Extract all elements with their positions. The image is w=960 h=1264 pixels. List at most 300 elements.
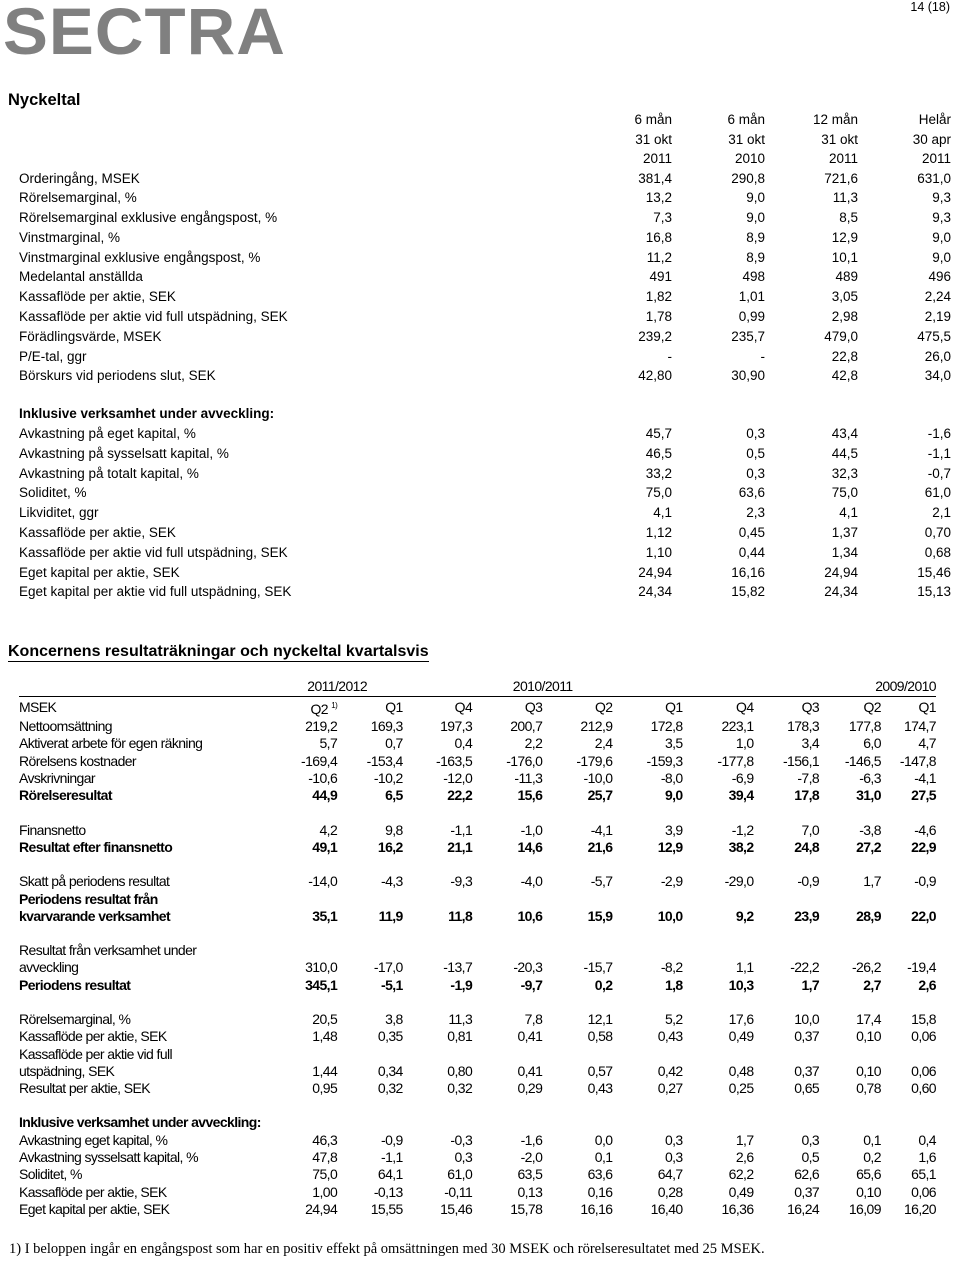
cell-value: -1,1 bbox=[381, 1149, 403, 1166]
quarter-label: Q2 bbox=[594, 699, 613, 715]
cell-value: 0,25 bbox=[728, 1080, 754, 1097]
row-label: Soliditet, % bbox=[19, 1166, 82, 1183]
cell-value: 10,3 bbox=[728, 976, 754, 993]
cell-value: 0,32 bbox=[447, 1080, 473, 1097]
spacer-cell bbox=[19, 856, 936, 873]
cell-value: -4,1 bbox=[590, 821, 613, 838]
cell-value: 1,7 bbox=[863, 873, 881, 890]
cell-value: 7,3 bbox=[653, 210, 672, 226]
cell-value: 11,9 bbox=[378, 907, 403, 924]
cell-value: 0,2 bbox=[594, 976, 613, 993]
row-label: Periodens resultat från bbox=[19, 890, 158, 907]
spacer-row bbox=[19, 386, 951, 404]
cell-value: 6,5 bbox=[385, 787, 403, 804]
cell-value: 21,6 bbox=[587, 838, 613, 855]
spacer-row bbox=[19, 804, 936, 821]
cell-value: 2,6 bbox=[735, 1149, 754, 1166]
cell-value: -29,0 bbox=[724, 873, 754, 890]
table-row bbox=[19, 735, 936, 752]
cell-value: 0,68 bbox=[924, 544, 951, 560]
cell-value: -20,3 bbox=[513, 959, 543, 976]
header-empty-cell bbox=[19, 110, 579, 130]
table-row bbox=[19, 267, 951, 287]
cell-value: 2,2 bbox=[524, 735, 543, 752]
table-row bbox=[19, 327, 951, 347]
cell-value: 16,40 bbox=[650, 1200, 683, 1217]
cell-value: 34,0 bbox=[924, 368, 951, 384]
page-number: 14 (18) bbox=[910, 0, 950, 14]
cell-value: 7,8 bbox=[524, 1011, 543, 1027]
cell-value bbox=[881, 1045, 936, 1062]
column-header-row bbox=[19, 130, 951, 150]
spacer-row bbox=[19, 994, 936, 1011]
cell-value: -0,3 bbox=[450, 1131, 473, 1148]
cell-value: 1,01 bbox=[738, 289, 765, 305]
quarter-label: Q2 bbox=[310, 701, 328, 717]
spacer-row bbox=[19, 856, 936, 873]
quarterly-table bbox=[19, 676, 936, 1218]
table-row bbox=[19, 1166, 936, 1183]
cell-value: 0,10 bbox=[856, 1183, 881, 1200]
cell-value: 63,6 bbox=[587, 1166, 613, 1183]
cell-value bbox=[683, 942, 754, 959]
cell-value: 0,06 bbox=[911, 1062, 936, 1079]
year-header: 2009/2010 bbox=[875, 677, 936, 694]
cell-value bbox=[472, 1114, 542, 1131]
row-label: Kassaflöde per aktie, SEK bbox=[19, 289, 176, 305]
row-label: Nettoomsättning bbox=[19, 718, 112, 735]
cell-value: 197,3 bbox=[440, 718, 473, 735]
spacer-row bbox=[19, 925, 936, 942]
cell-value: -1,0 bbox=[520, 821, 543, 838]
cell-value bbox=[403, 942, 472, 959]
cell-value: 0,65 bbox=[794, 1080, 820, 1097]
cell-value: 1,6 bbox=[918, 1149, 936, 1166]
column-header: 2011 bbox=[828, 151, 858, 166]
cell-value: 61,0 bbox=[447, 1166, 473, 1183]
spacer-cell bbox=[19, 1097, 936, 1114]
quarter-label: Q1 bbox=[665, 699, 683, 715]
cell-value: 26,0 bbox=[924, 348, 951, 364]
cell-value: 9,0 bbox=[932, 229, 951, 245]
cell-value: 1,78 bbox=[645, 309, 672, 325]
cell-value: 16,24 bbox=[787, 1200, 820, 1217]
row-label: Rörelsemarginal exklusive engångspost, % bbox=[19, 210, 278, 226]
cell-value: 35,1 bbox=[312, 907, 338, 924]
cell-value: 9,0 bbox=[664, 787, 683, 804]
cell-value bbox=[612, 1114, 682, 1131]
cell-value: 0,5 bbox=[746, 445, 765, 461]
cell-value: 1,37 bbox=[831, 525, 858, 541]
cell-value: 0,41 bbox=[517, 1062, 543, 1079]
cell-value: -6,9 bbox=[731, 770, 754, 787]
column-header: Helår bbox=[918, 112, 951, 127]
column-header: 2011 bbox=[921, 151, 951, 166]
table-row bbox=[19, 787, 936, 804]
cell-value bbox=[403, 1114, 472, 1131]
quarter-label: Q1 bbox=[385, 699, 403, 715]
cell-value: 11,3 bbox=[448, 1011, 473, 1027]
cell-value: -1,1 bbox=[927, 445, 951, 461]
cell-value bbox=[337, 890, 403, 907]
cell-value: -4,1 bbox=[914, 770, 936, 787]
table-row bbox=[19, 890, 936, 907]
quarter-label: Q3 bbox=[524, 699, 543, 715]
row-label: Rörelseresultat bbox=[19, 787, 112, 804]
quarter-header bbox=[272, 697, 338, 719]
cell-value: 0,49 bbox=[728, 1028, 754, 1045]
cell-value: -11,3 bbox=[514, 770, 543, 787]
cell-value: 25,7 bbox=[587, 787, 613, 804]
cell-value: 0,3 bbox=[454, 1149, 473, 1166]
table-row bbox=[19, 959, 936, 976]
cell-value: 10,1 bbox=[831, 249, 858, 265]
cell-value: 47,8 bbox=[312, 1149, 338, 1166]
cell-value: 631,0 bbox=[917, 170, 951, 186]
cell-value: 0,35 bbox=[377, 1028, 403, 1045]
cell-value: 1,00 bbox=[312, 1183, 338, 1200]
msek-label: MSEK bbox=[19, 697, 272, 719]
cell-value: 16,16 bbox=[580, 1200, 613, 1217]
row-label: utspädning, SEK bbox=[19, 1062, 115, 1079]
table-row bbox=[19, 1080, 936, 1097]
row-label: Rörelsemarginal, % bbox=[19, 1011, 131, 1027]
row-label: Vinstmarginal, % bbox=[19, 229, 121, 245]
cell-value: 169,3 bbox=[370, 718, 403, 735]
cell-value: 177,8 bbox=[848, 718, 881, 735]
cell-value: 0,28 bbox=[657, 1183, 683, 1200]
cell-value: 0,13 bbox=[517, 1183, 543, 1200]
cell-value: -3,8 bbox=[859, 821, 881, 838]
cell-value: -9,7 bbox=[520, 976, 543, 993]
row-label: Inklusive verksamhet under avveckling: bbox=[19, 1114, 261, 1131]
row-label: avveckling bbox=[19, 959, 79, 976]
cell-value bbox=[542, 1045, 612, 1062]
cell-value: 49,1 bbox=[312, 838, 338, 855]
cell-value: 0,4 bbox=[918, 1131, 936, 1148]
cell-value: 0,58 bbox=[587, 1028, 613, 1045]
year-header: 2011/2012 bbox=[307, 677, 368, 694]
quarter-header bbox=[403, 697, 472, 719]
cell-value bbox=[754, 1045, 820, 1062]
cell-value: 16,16 bbox=[731, 564, 765, 580]
cell-value: 0,80 bbox=[447, 1062, 473, 1079]
cell-value: 2,3 bbox=[746, 505, 765, 521]
cell-value: -6,3 bbox=[859, 770, 881, 787]
row-label: Skatt på periodens resultat bbox=[19, 873, 170, 890]
row-label: Soliditet, % bbox=[19, 485, 87, 501]
table-row bbox=[19, 563, 951, 583]
cell-value: 0,34 bbox=[377, 1062, 403, 1079]
row-label: Eget kapital per aktie, SEK bbox=[19, 564, 180, 580]
row-label: Kassaflöde per aktie, SEK bbox=[19, 1183, 167, 1200]
cell-value: 0,5 bbox=[801, 1149, 820, 1166]
table-row bbox=[19, 169, 951, 189]
cell-value: -8,2 bbox=[660, 959, 683, 976]
row-label: Eget kapital per aktie vid full utspädning, SEK bbox=[19, 584, 292, 600]
cell-value: 239,2 bbox=[638, 328, 672, 344]
cell-value: 11,2 bbox=[646, 249, 672, 265]
cell-value: 24,34 bbox=[824, 584, 858, 600]
table-row bbox=[19, 1045, 936, 1062]
cell-value: 1,48 bbox=[312, 1028, 338, 1045]
row-label: Eget kapital per aktie, SEK bbox=[19, 1200, 170, 1217]
cell-value: -0,9 bbox=[797, 873, 820, 890]
cell-value: -14,0 bbox=[308, 873, 338, 890]
cell-value: 62,6 bbox=[794, 1166, 820, 1183]
cell-value: 0,49 bbox=[728, 1183, 754, 1200]
cell-value: 14,6 bbox=[517, 838, 543, 855]
table-row bbox=[19, 208, 951, 228]
cell-value: 2,1 bbox=[932, 505, 951, 521]
subsection-title: Inklusive verksamhet under avveckling: bbox=[19, 406, 275, 422]
cell-value: 0,06 bbox=[911, 1028, 936, 1045]
table-row bbox=[19, 444, 951, 464]
year-header-row bbox=[19, 676, 936, 697]
cell-value: 5,7 bbox=[319, 735, 338, 752]
table-row bbox=[19, 503, 951, 523]
column-header: 31 okt bbox=[635, 131, 672, 147]
cell-value: -12,0 bbox=[443, 770, 473, 787]
quarter-header bbox=[683, 697, 754, 719]
sectra-logo: SECTRA bbox=[3, 0, 286, 68]
table-row bbox=[19, 248, 951, 268]
cell-value: -7,8 bbox=[797, 770, 820, 787]
spacer-cell bbox=[19, 804, 936, 821]
cell-value: 4,1 bbox=[839, 505, 858, 521]
cell-value: 27,2 bbox=[856, 838, 881, 855]
row-label: Kassaflöde per aktie vid full bbox=[19, 1045, 173, 1062]
table-row bbox=[19, 1114, 936, 1131]
cell-value: -10,6 bbox=[308, 770, 338, 787]
quarter-header bbox=[881, 697, 936, 719]
cell-value: -10,0 bbox=[583, 770, 613, 787]
cell-value: -163,5 bbox=[436, 752, 473, 769]
cell-value: 0,70 bbox=[924, 525, 951, 541]
cell-value: 15,9 bbox=[587, 907, 613, 924]
table-row bbox=[19, 188, 951, 208]
cell-value: 0,1 bbox=[863, 1131, 881, 1148]
table-row bbox=[19, 1063, 936, 1080]
cell-value: 15,8 bbox=[911, 1011, 936, 1027]
cell-value: 721,6 bbox=[824, 170, 858, 186]
row-label: Kassaflöde per aktie, SEK bbox=[19, 525, 176, 541]
table-row bbox=[19, 821, 936, 838]
cell-value: -2,0 bbox=[520, 1149, 543, 1166]
cell-value: 212,9 bbox=[580, 718, 613, 735]
column-header: 30 apr bbox=[912, 131, 951, 147]
cell-value bbox=[612, 1045, 682, 1062]
cell-value: 475,5 bbox=[917, 328, 951, 344]
cell-value: 0,37 bbox=[794, 1062, 820, 1079]
cell-value: 0,2 bbox=[863, 1149, 881, 1166]
quarter-header bbox=[612, 697, 682, 719]
cell-value: 9,0 bbox=[932, 249, 951, 265]
cell-value: 0,3 bbox=[664, 1149, 683, 1166]
cell-value bbox=[337, 1045, 403, 1062]
cell-value: 1,7 bbox=[735, 1131, 754, 1148]
cell-value: 0,3 bbox=[801, 1131, 820, 1148]
table-row bbox=[19, 228, 951, 248]
cell-value: 1,44 bbox=[312, 1062, 338, 1079]
cell-value: 219,2 bbox=[305, 718, 338, 735]
cell-value: 64,1 bbox=[377, 1166, 403, 1183]
quarter-header bbox=[819, 697, 881, 719]
cell-value bbox=[403, 1045, 472, 1062]
quarter-header bbox=[542, 697, 612, 719]
cell-value bbox=[683, 1045, 754, 1062]
cell-value bbox=[881, 890, 936, 907]
cell-value: 15,6 bbox=[517, 787, 543, 804]
cell-value: -2,9 bbox=[660, 873, 683, 890]
row-label: Avkastning på sysselsatt kapital, % bbox=[19, 445, 229, 461]
cell-value bbox=[881, 942, 936, 959]
cell-value: -169,4 bbox=[301, 752, 338, 769]
column-header: 6 mån bbox=[634, 112, 672, 127]
cell-value bbox=[272, 1114, 338, 1131]
quarter-label: Q4 bbox=[454, 699, 473, 715]
table-row bbox=[19, 770, 936, 787]
row-label: Rörelsens kostnader bbox=[19, 752, 136, 769]
cell-value: 20,5 bbox=[312, 1011, 338, 1027]
cell-value: -146,5 bbox=[844, 752, 881, 769]
cell-value: 9,3 bbox=[932, 210, 951, 226]
cell-value: 9,0 bbox=[746, 190, 765, 206]
table-row bbox=[19, 424, 951, 444]
cell-value: 46,5 bbox=[645, 445, 672, 461]
cell-value: -8,0 bbox=[660, 770, 683, 787]
cell-value: 0,1 bbox=[594, 1149, 613, 1166]
cell-value: 27,5 bbox=[911, 787, 936, 804]
cell-value: -0,7 bbox=[927, 465, 951, 481]
cell-value: 0,37 bbox=[794, 1183, 820, 1200]
cell-value: 7,0 bbox=[801, 821, 820, 838]
cell-value: -4,3 bbox=[381, 873, 403, 890]
cell-value: 489 bbox=[835, 269, 858, 285]
row-label: Medelantal anställda bbox=[19, 269, 143, 285]
cell-value: - bbox=[667, 348, 672, 364]
cell-value bbox=[612, 942, 682, 959]
cell-value bbox=[472, 1045, 542, 1062]
cell-value: 62,2 bbox=[728, 1166, 754, 1183]
cell-value: -5,1 bbox=[381, 976, 403, 993]
table-row bbox=[19, 942, 936, 959]
cell-value bbox=[819, 942, 881, 959]
cell-value: 223,1 bbox=[721, 718, 754, 735]
cell-value: 8,9 bbox=[746, 249, 765, 265]
cell-value: 0,81 bbox=[447, 1028, 473, 1045]
cell-value: 0,41 bbox=[517, 1028, 543, 1045]
year-header: 2010/2011 bbox=[512, 677, 573, 694]
subsection-row bbox=[19, 404, 951, 424]
table-row bbox=[19, 366, 951, 386]
cell-value: 42,80 bbox=[638, 368, 672, 384]
header-empty-cell bbox=[19, 149, 579, 169]
row-label: Avkastning på eget kapital, % bbox=[19, 426, 196, 442]
column-header: 6 mån bbox=[727, 112, 765, 127]
cell-value: 1,1 bbox=[735, 959, 754, 976]
table-row bbox=[19, 347, 951, 367]
cell-value: 4,1 bbox=[653, 505, 672, 521]
cell-value: 0,99 bbox=[738, 309, 765, 325]
cell-value: -153,4 bbox=[366, 752, 403, 769]
column-header: 31 okt bbox=[821, 131, 858, 147]
cell-value: -176,0 bbox=[506, 752, 543, 769]
cell-value: 13,2 bbox=[645, 190, 672, 206]
cell-value: 33,2 bbox=[645, 465, 672, 481]
cell-value: 0,16 bbox=[587, 1183, 613, 1200]
cell-value bbox=[272, 1045, 338, 1062]
row-label: Resultat per aktie, SEK bbox=[19, 1080, 150, 1097]
cell-value: 290,8 bbox=[731, 170, 765, 186]
cell-value: -9,3 bbox=[450, 873, 473, 890]
cell-value: 172,8 bbox=[650, 718, 683, 735]
cell-value: 28,9 bbox=[856, 907, 881, 924]
cell-value: 1,8 bbox=[664, 976, 683, 993]
table-row bbox=[19, 873, 936, 890]
cell-value: 45,7 bbox=[645, 426, 672, 442]
cell-value bbox=[819, 1045, 881, 1062]
cell-value: 1,34 bbox=[831, 544, 858, 560]
cell-value: 310,0 bbox=[305, 959, 338, 976]
cell-value: 0,32 bbox=[377, 1080, 403, 1097]
cell-value bbox=[683, 1114, 754, 1131]
cell-value: 0,95 bbox=[312, 1080, 338, 1097]
cell-value: -0,13 bbox=[373, 1183, 403, 1200]
cell-value bbox=[272, 942, 338, 959]
cell-value: 0,0 bbox=[594, 1131, 613, 1148]
row-label: Orderingång, MSEK bbox=[19, 170, 140, 186]
table-row bbox=[19, 977, 936, 994]
cell-value: -0,9 bbox=[914, 873, 936, 890]
row-label: Kassaflöde per aktie vid full utspädning, SEK bbox=[19, 544, 288, 560]
table-row bbox=[19, 464, 951, 484]
cell-value: 16,09 bbox=[848, 1200, 881, 1217]
table-row bbox=[19, 1201, 936, 1218]
cell-value: -159,3 bbox=[646, 752, 683, 769]
cell-value: 38,2 bbox=[728, 838, 754, 855]
table-row bbox=[19, 1028, 936, 1045]
cell-value: 0,45 bbox=[738, 525, 765, 541]
cell-value: 16,36 bbox=[721, 1200, 754, 1217]
cell-value: 479,0 bbox=[824, 328, 858, 344]
cell-value: 178,3 bbox=[787, 718, 820, 735]
column-header-row bbox=[19, 110, 951, 130]
table-row bbox=[19, 839, 936, 856]
cell-value: 4,2 bbox=[319, 821, 338, 838]
table-row bbox=[19, 1132, 936, 1149]
cell-value: -13,7 bbox=[443, 959, 473, 976]
cell-value: 1,82 bbox=[645, 289, 672, 305]
quarter-header bbox=[754, 697, 820, 719]
cell-value: 0,78 bbox=[856, 1080, 881, 1097]
cell-value: 0,44 bbox=[738, 544, 765, 560]
row-label: Likviditet, ggr bbox=[19, 505, 99, 521]
cell-value: 63,6 bbox=[738, 485, 765, 501]
cell-value: 3,4 bbox=[801, 735, 820, 752]
cell-value: 42,8 bbox=[831, 368, 858, 384]
cell-value: 0,48 bbox=[728, 1062, 754, 1079]
cell-value: 1,10 bbox=[645, 544, 672, 560]
cell-value: 0,60 bbox=[911, 1080, 936, 1097]
cell-value: 0,37 bbox=[794, 1028, 820, 1045]
cell-value: - bbox=[760, 348, 765, 364]
row-label: P/E-tal, ggr bbox=[19, 348, 87, 364]
cell-value: 24,94 bbox=[824, 564, 858, 580]
cell-value: 15,46 bbox=[440, 1200, 473, 1217]
cell-value: 11,3 bbox=[832, 190, 858, 206]
cell-value: 3,9 bbox=[664, 821, 683, 838]
